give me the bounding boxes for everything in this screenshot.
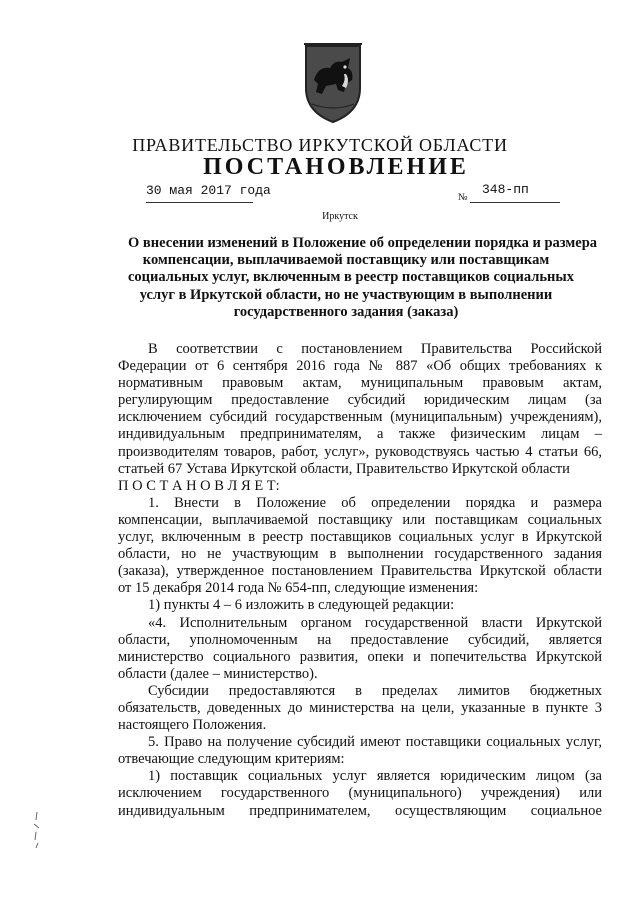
document-type: ПОСТАНОВЛЕНИЕ: [203, 154, 469, 180]
body-line: (заказа), утвержденное постановлением Правительства Иркутской области: [118, 563, 602, 580]
body-line: индивидуальным предпринимателям, а также физическим лицам –: [118, 426, 602, 443]
body-line: министерство социального развития, опеки и попечительства Иркутской: [118, 648, 602, 665]
body-line: нормативным правовым актам, муниципальным правовым актам,: [118, 375, 602, 392]
document-date: 30 мая 2017 года: [146, 183, 271, 198]
body-line: статьей 67 Устава Иркутской области, Правительство Иркутской области: [118, 460, 570, 477]
body-line: исключением государственного (муниципального) учреждения) или: [118, 785, 602, 802]
body-line: «4. Исполнительным органом государственной власти Иркутской: [148, 614, 602, 631]
margin-scan-mark: [30, 810, 44, 850]
government-name: ПРАВИТЕЛЬСТВО ИРКУТСКОЙ ОБЛАСТИ: [132, 135, 508, 155]
number-sign: №: [458, 192, 468, 203]
number-underline: [470, 202, 560, 203]
body-line: от 15 декабря 2014 года № 654-пп, следующие изменения:: [118, 580, 479, 597]
body-line: услуг, включенным в реестр поставщиков социальных услуг в Иркутской: [118, 529, 602, 546]
document-title: [128, 235, 598, 321]
body-line: исключением субсидий государственным (муниципальным) учреждениям),: [118, 409, 602, 426]
date-underline: [146, 202, 253, 203]
title-line: О внесении изменений в Положение об определении порядка и размера: [128, 235, 598, 251]
body-line: производителям товаров, работ, услуг», руководствуясь частью 4 статьи 66,: [118, 443, 602, 460]
document-number: 348-пп: [482, 182, 529, 197]
title-line: государственного задания (заказа): [233, 303, 459, 320]
body-line: индивидуальным предпринимателем, осуществляющим социальное: [118, 802, 602, 819]
irkutsk-coat-of-arms-icon: [300, 40, 366, 126]
body-line: В соответствии с постановлением Правительства Российской: [148, 341, 602, 357]
city-name: Иркутск: [322, 211, 358, 222]
title-line: компенсации, выплачиваемой поставщику или поставщикам: [142, 252, 550, 269]
document-body: [118, 341, 602, 820]
body-line: Федерации от 6 сентября 2016 года № 887 «Об общих требованиях к: [118, 358, 602, 375]
body-line: регулирующим предоставление субсидий юридическим лицам (за: [118, 392, 602, 409]
body-line: Субсидии предоставляются в пределах лимитов бюджетных: [148, 682, 602, 699]
title-line: услуг в Иркутской области, но не участвующим в выполнении: [139, 286, 553, 303]
body-line: 5. Право на получение субсидий имеют поставщики социальных услуг,: [148, 734, 602, 751]
body-line: области, уполномоченным на предоставление субсидий, является: [118, 631, 602, 648]
resolution-word: П О С Т А Н О В Л Я Е Т:: [118, 477, 280, 494]
body-line: обязательств, доведенных до министерства на цели, указанные в пункте 3: [118, 699, 602, 716]
body-line: 1) пункты 4 – 6 изложить в следующей редакции:: [148, 597, 455, 614]
body-line: 1. Внести в Положение об определении порядка и размера: [148, 494, 602, 511]
body-line: компенсации, выплачиваемой поставщику или поставщикам социальных: [118, 511, 602, 528]
body-line: области (далее – министерство).: [118, 665, 318, 682]
title-line: социальных услуг, включенным в реестр поставщиков социальных: [128, 269, 574, 286]
body-line: отвечающие следующим критериям:: [118, 751, 345, 768]
body-line: 1) поставщик социальных услуг является юридическим лицом (за: [148, 768, 602, 785]
body-line: настоящего Положения.: [118, 717, 267, 734]
body-line: области, но не участвующим в выполнении государственного задания: [118, 546, 602, 563]
